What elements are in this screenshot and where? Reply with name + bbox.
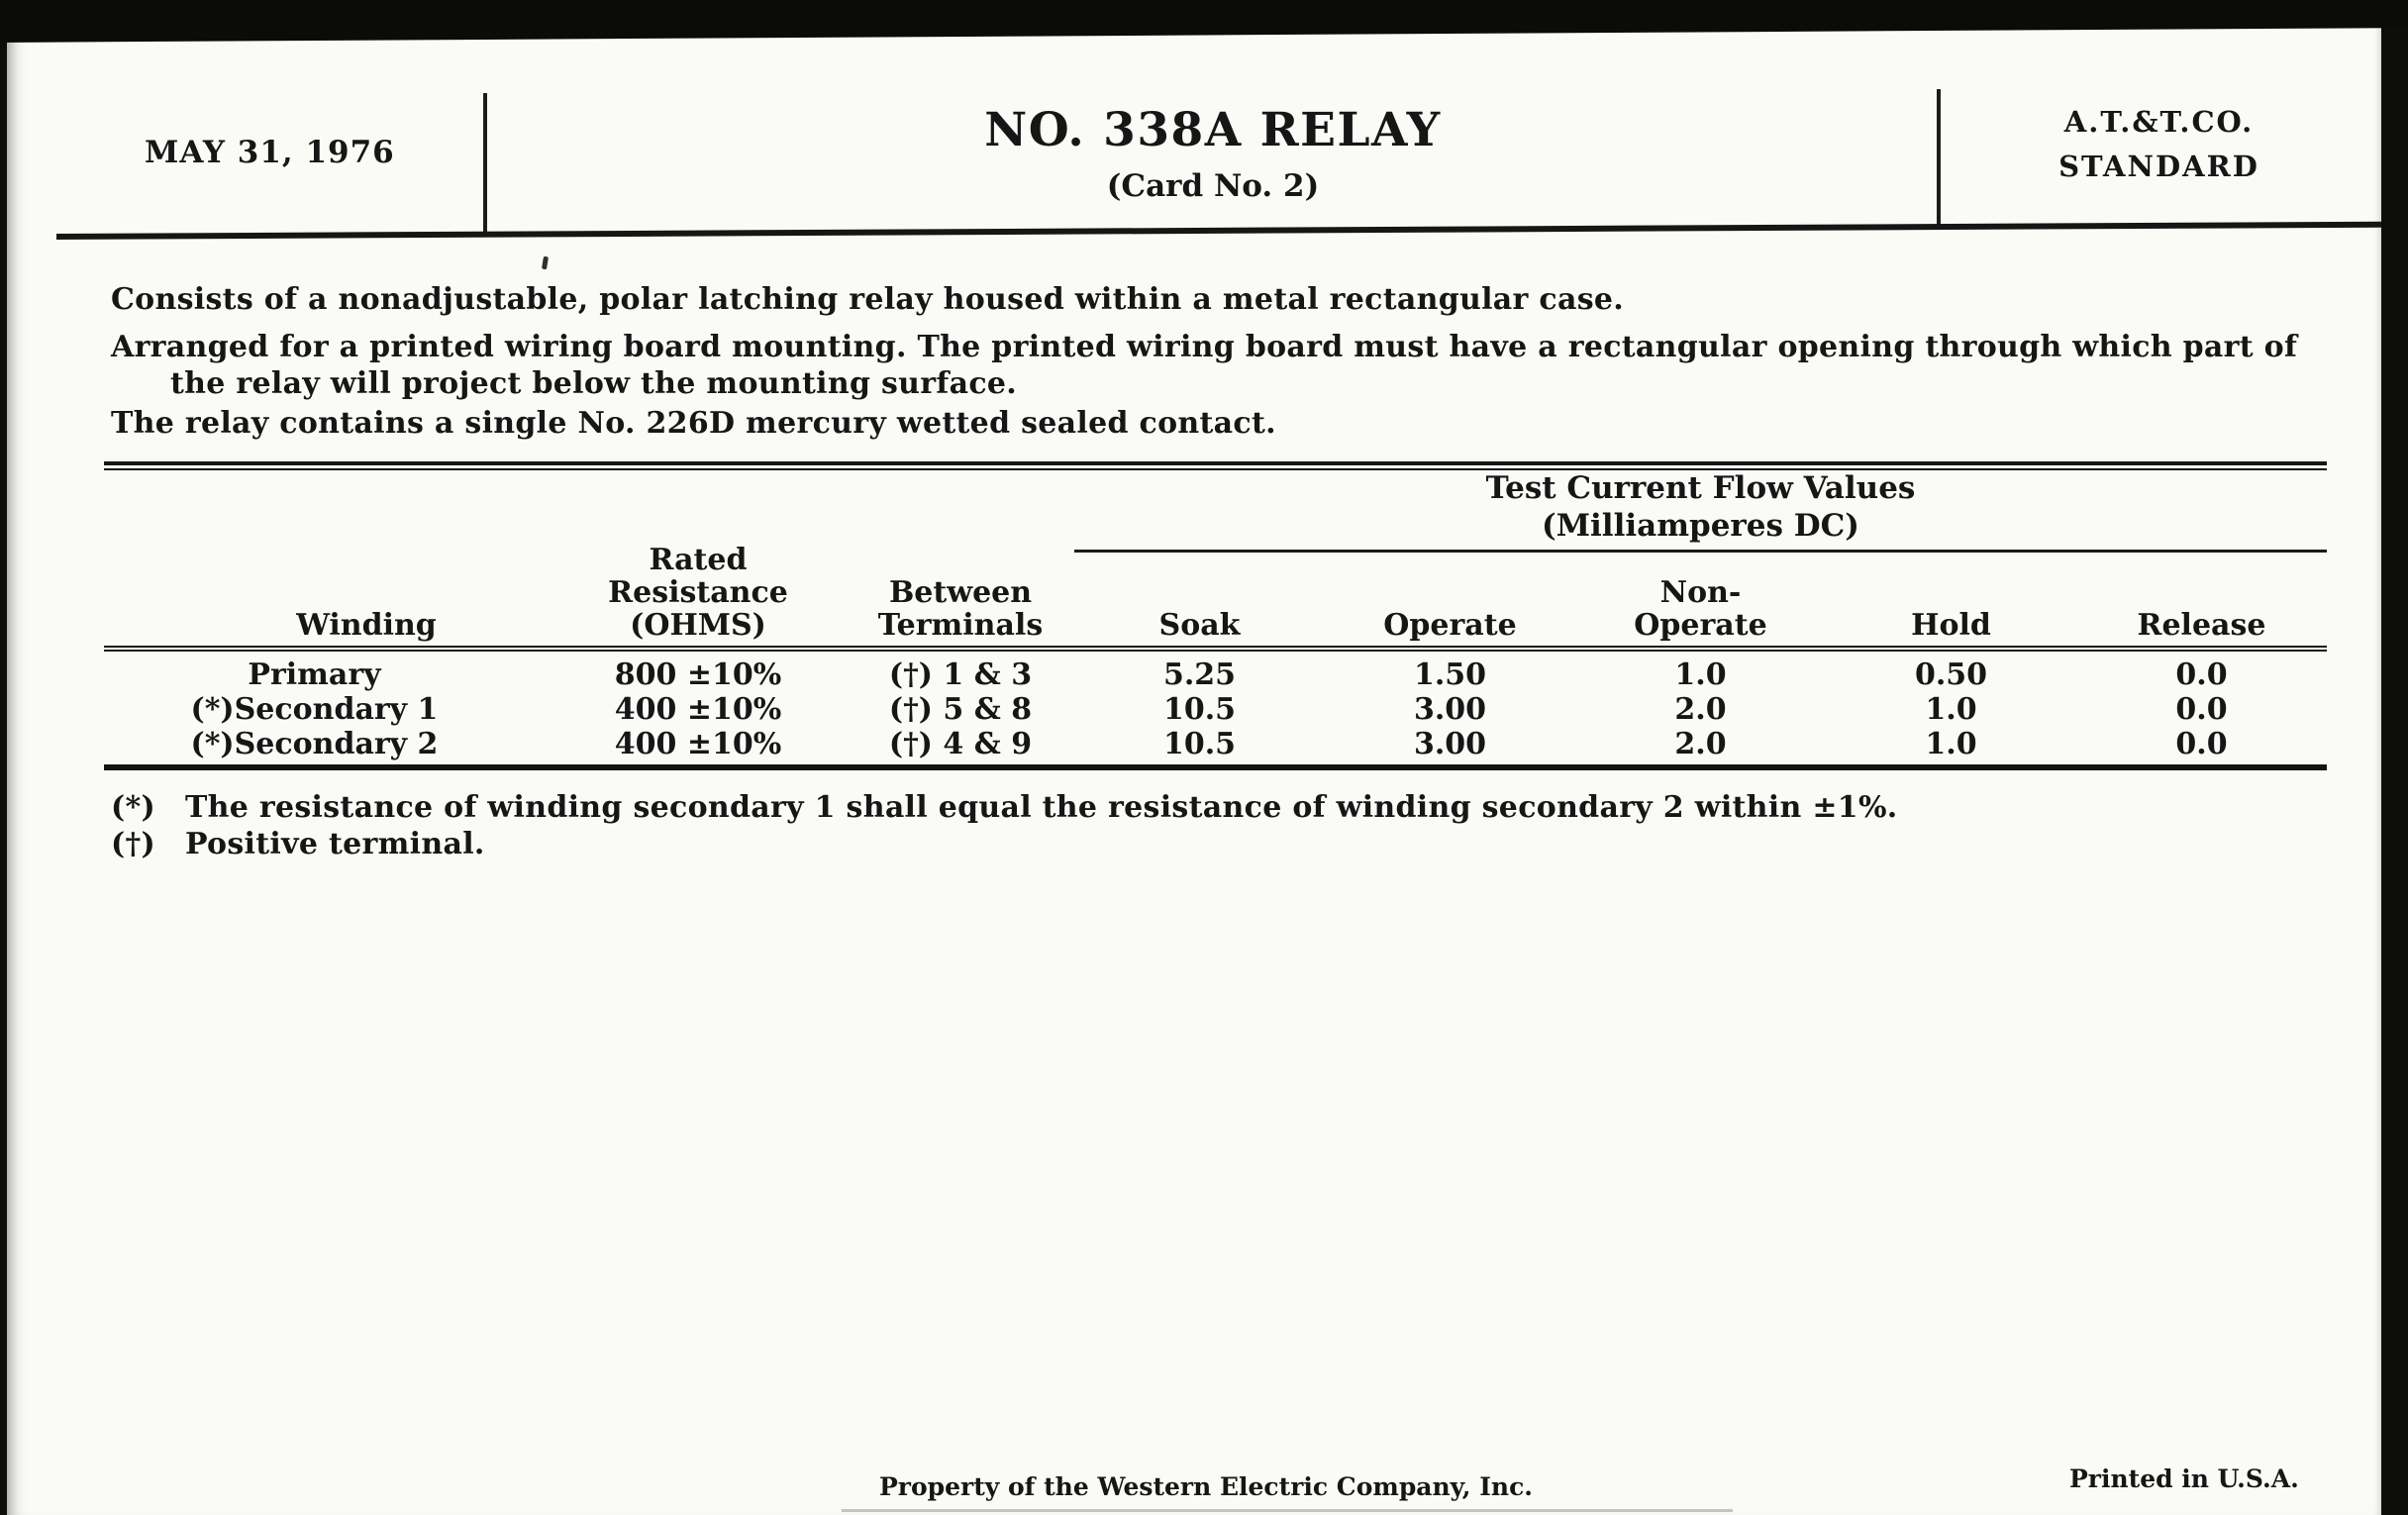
table-row-primary	[104, 657, 2327, 692]
table-body	[104, 657, 2327, 761]
column-header-between-terminals: Between Terminals	[877, 575, 1044, 643]
cell-soak: 10.5	[1162, 727, 1237, 761]
cell-soak: 5.25	[1162, 657, 1237, 692]
cell-winding: (*)Secondary 2	[190, 727, 439, 761]
description-line-1: Consists of a nonadjustable, polar latching relay housed within a metal rectangular case.	[111, 282, 1625, 317]
cell-operate: 3.00	[1413, 692, 1487, 727]
cell-hold: 0.50	[1914, 657, 1988, 692]
cell-release: 0.0	[2175, 727, 2228, 761]
cell-release: 0.0	[2175, 657, 2228, 692]
test-current-group-header	[1074, 469, 2327, 545]
org-standard-label: STANDARD	[2058, 150, 2259, 183]
cell-non-operate: 2.0	[1674, 692, 1727, 727]
column-header-non-operate: Non- Operate	[1634, 575, 1767, 643]
cell-soak: 10.5	[1162, 692, 1237, 727]
footer-property-notice: Property of the Western Electric Company, Inc.	[879, 1472, 1534, 1501]
cell-hold: 1.0	[1925, 727, 1977, 761]
footnote-asterisk	[111, 791, 1898, 825]
cell-release: 0.0	[2175, 692, 2228, 727]
table-header-rule	[104, 646, 2327, 652]
document-title: NO. 338A RELAY	[984, 103, 1442, 157]
cell-operate: 3.00	[1413, 727, 1487, 761]
footnote-text: The resistance of winding secondary 1 shall equal the resistance of winding secondary 2 within ±1%.	[185, 790, 1898, 825]
cell-non-operate: 1.0	[1674, 657, 1727, 692]
table-row-secondary-2	[104, 727, 2327, 761]
cell-hold: 1.0	[1925, 692, 1977, 727]
table-row-secondary-1	[104, 692, 2327, 727]
footnote-symbol: (†)	[111, 827, 155, 861]
description-line-2-continuation: the relay will project below the mounting surface.	[170, 366, 1018, 401]
cell-terminals: (†) 1 & 3	[888, 657, 1033, 692]
footer-printed-in-usa: Printed in U.S.A.	[2069, 1464, 2299, 1493]
description-line-2: Arranged for a printed wiring board mounting. The printed wiring board must have a rectangular opening through which part of	[111, 330, 2298, 364]
cell-resistance: 400 ±10%	[614, 692, 782, 727]
cell-terminals: (†) 4 & 9	[888, 727, 1033, 761]
column-header-hold: Hold	[1911, 608, 1991, 643]
scan-bottom-smudge	[842, 1509, 1733, 1512]
group-header-title: Test Current Flow Values	[1485, 470, 1916, 506]
issue-date: MAY 31, 1976	[145, 135, 395, 170]
table-column-headers	[104, 543, 2327, 642]
footnote-symbol: (*)	[111, 790, 155, 825]
footnote-text: Positive terminal.	[185, 827, 485, 861]
column-header-winding: Winding	[296, 608, 437, 643]
org-name: A.T.&T.CO.	[2063, 105, 2255, 139]
group-header-units: (Milliamperes DC)	[1542, 508, 1859, 544]
table-bottom-rule	[104, 764, 2327, 770]
cell-operate: 1.50	[1413, 657, 1487, 692]
header-divider-left	[483, 93, 487, 237]
card-number-subtitle: (Card No. 2)	[1106, 168, 1320, 204]
org-standard-block	[1939, 100, 2379, 189]
description-line-3: The relay contains a single No. 226D mercury wetted sealed contact.	[111, 406, 1276, 441]
cell-winding: (*)Secondary 1	[190, 692, 439, 727]
footnote-dagger	[111, 828, 485, 861]
column-header-soak: Soak	[1158, 608, 1241, 643]
cell-winding: Primary	[248, 657, 381, 692]
column-header-release: Release	[2137, 608, 2266, 643]
cell-non-operate: 2.0	[1674, 727, 1727, 761]
cell-resistance: 400 ±10%	[614, 727, 782, 761]
cell-terminals: (†) 5 & 8	[888, 692, 1033, 727]
cell-resistance: 800 ±10%	[614, 657, 782, 692]
column-header-rated-resistance: Rated Resistance (OHMS)	[608, 543, 788, 643]
column-header-operate: Operate	[1383, 608, 1517, 643]
